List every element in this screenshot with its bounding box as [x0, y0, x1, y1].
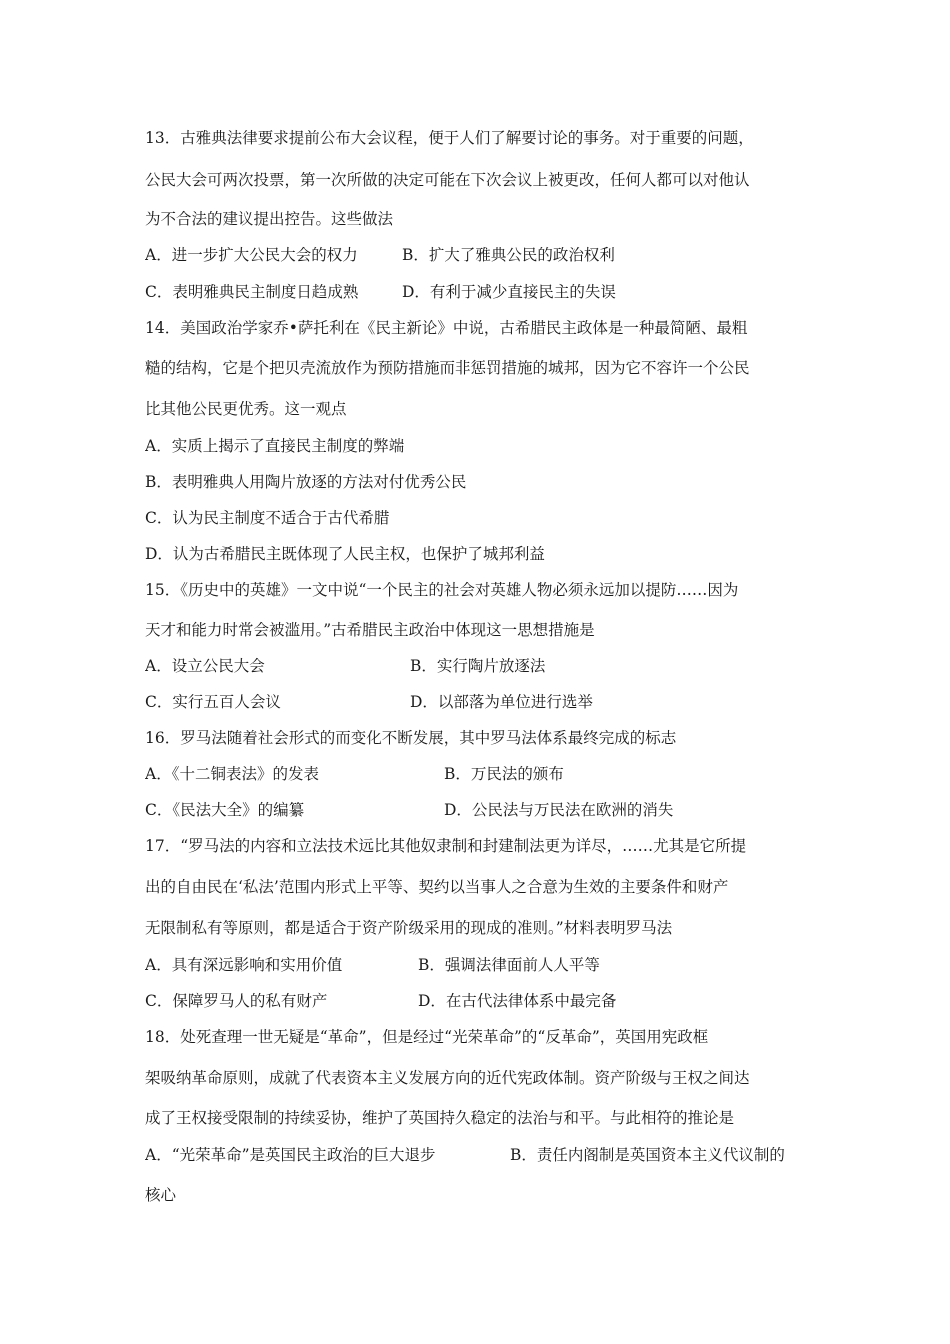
question-14-line-2: 糙的结构，它是个把贝壳流放作为预防措施而非惩罚措施的城邦，因为它不容许一个公民: [145, 359, 750, 377]
question-13-option-b: B．扩大了雅典公民的政治权利: [402, 246, 615, 264]
question-13-option-d: D．有利于减少直接民主的失误: [402, 283, 616, 301]
question-15-option-c: C．实行五百人会议: [145, 693, 281, 711]
question-17-line-2: 出的自由民在‘私法’范围内形式上平等、契约以当事人之合意为生效的主要条件和财产: [145, 878, 729, 896]
question-15-option-b: B．实行陶片放逐法: [410, 657, 546, 675]
question-18-line-2: 架吸纳革命原则，成就了代表资本主义发展方向的近代宪政体制。资产阶级与王权之间达: [145, 1069, 750, 1087]
question-18-line-1: 18．处死查理一世无疑是“革命”，但是经过“光荣革命”的“反革命”，英国用宪政框: [145, 1028, 709, 1046]
question-13-option-a: A．进一步扩大公民大会的权力: [145, 246, 358, 264]
question-17-line-3: 无限制私有等原则，都是适合于资产阶级采用的现成的准则。”材料表明罗马法: [145, 919, 673, 937]
question-18-option-b-continuation: 核心: [145, 1186, 177, 1204]
question-16-line-1: 16．罗马法随着社会形式的而变化不断发展，其中罗马法体系最终完成的标志: [145, 729, 677, 747]
question-14-option-b: B．表明雅典人用陶片放逐的方法对付优秀公民: [145, 473, 467, 491]
question-17-option-b: B．强调法律面前人人平等: [418, 956, 600, 974]
question-14-option-c: C．认为民主制度不适合于古代希腊: [145, 509, 390, 527]
question-18-option-a: A．“光荣革命”是英国民主政治的巨大退步: [145, 1146, 436, 1164]
question-17-line-1: 17．“罗马法的内容和立法技术远比其他奴隶制和封建制法更为详尽，……尤其是它所提: [145, 837, 747, 855]
question-17-option-a: A．具有深远影响和实用价值: [145, 956, 343, 974]
question-18-line-3: 成了王权接受限制的持续妥协，维护了英国持久稳定的法治与和平。与此相符的推论是: [145, 1109, 735, 1127]
question-14-line-1: 14．美国政治学家乔•萨托利在《民主新论》中说，古希腊民主政体是一种最简陋、最粗: [145, 319, 748, 337]
question-16-option-b: B．万民法的颁布: [444, 765, 564, 783]
question-13-line-1: 13．古雅典法律要求提前公布大会议程，便于人们了解要讨论的事务。对于重要的问题，: [145, 129, 754, 147]
question-15-option-d: D．以部落为单位进行选举: [410, 693, 593, 711]
question-13-line-3: 为不合法的建议提出控告。这些做法: [145, 210, 394, 228]
question-13-line-2: 公民大会可两次投票，第一次所做的决定可能在下次会议上被更改，任何人都可以对他认: [145, 171, 750, 189]
question-18-option-b: B．责任内阁制是英国资本主义代议制的: [510, 1146, 785, 1164]
question-15-option-a: A．设立公民大会: [145, 657, 265, 675]
question-13-option-c: C．表明雅典民主制度日趋成熟: [145, 283, 359, 301]
question-16-option-a: A．《十二铜表法》的发表: [145, 765, 319, 783]
question-14-option-a: A．实质上揭示了直接民主制度的弊端: [145, 437, 405, 455]
question-17-option-d: D．在古代法律体系中最完备: [418, 992, 617, 1010]
question-17-option-c: C．保障罗马人的私有财产: [145, 992, 328, 1010]
question-16-option-d: D．公民法与万民法在欧洲的消失: [444, 801, 674, 819]
question-15-line-2: 天才和能力时常会被滥用。”古希腊民主政治中体现这一思想措施是: [145, 621, 595, 639]
question-15-line-1: 15．《历史中的英雄》一文中说“一个民主的社会对英雄人物必须永远加以提防……因为: [145, 581, 739, 599]
question-16-option-c: C．《民法大全》的编纂: [145, 801, 305, 819]
question-14-option-d: D．认为古希腊民主既体现了人民主权，也保护了城邦利益: [145, 545, 545, 563]
question-14-line-3: 比其他公民更优秀。这一观点: [145, 400, 347, 418]
